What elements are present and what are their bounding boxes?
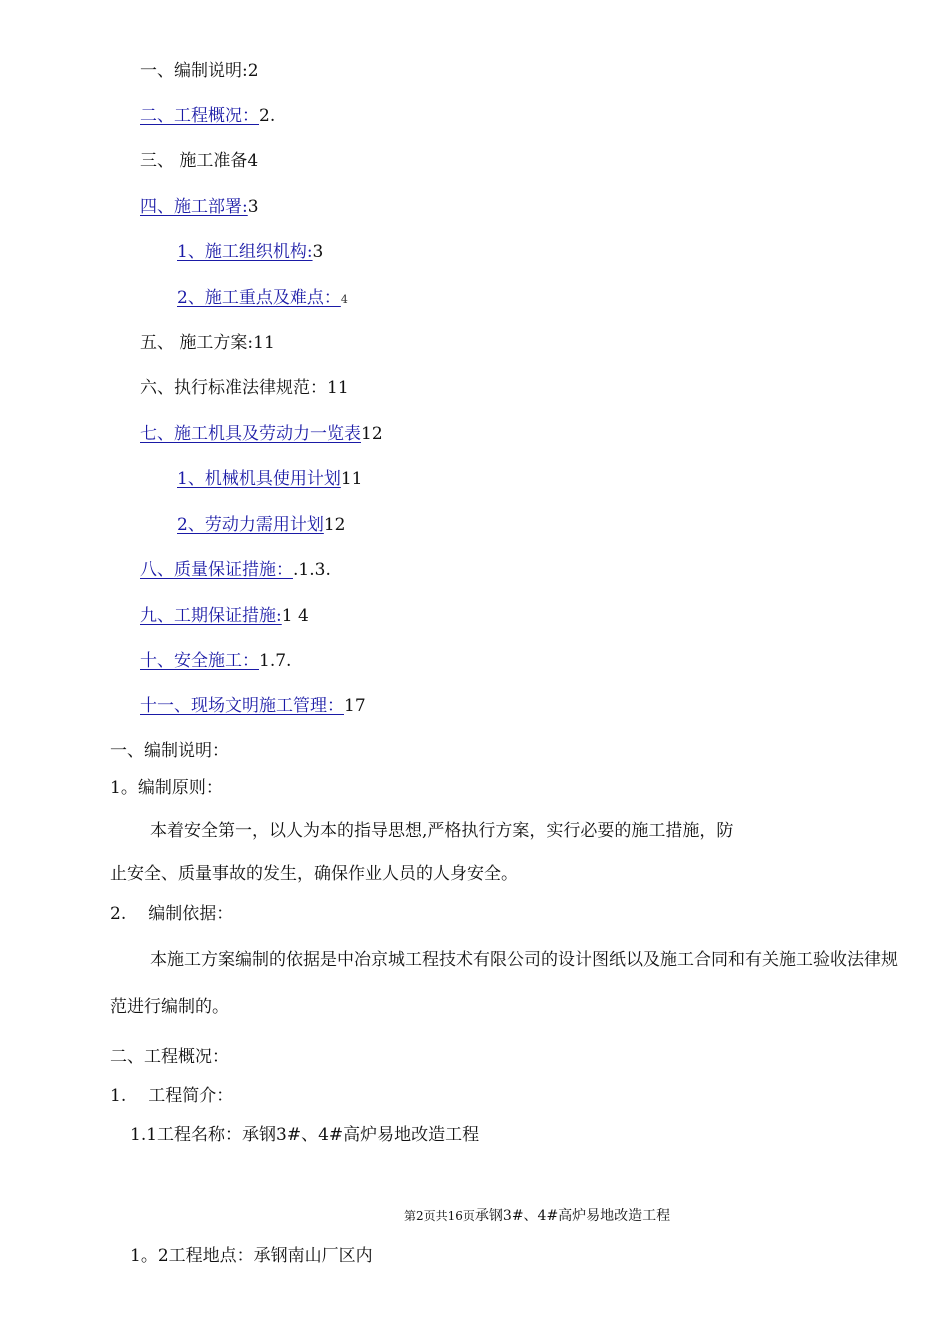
toc-link[interactable]: 1、机械机具使用计划 <box>177 469 341 489</box>
toc-item-9[interactable] <box>140 423 383 445</box>
section-heading-overview: 二、工程概况： <box>110 1047 229 1067</box>
intro-heading-text: 工程简介： <box>148 1086 234 1106</box>
toc-item-14[interactable] <box>140 650 291 672</box>
principle-paragraph-line1: 本着安全第一，以人为本的指导思想,严格执行方案，实行必要的施工措施，防 <box>150 821 734 841</box>
toc-link[interactable]: 七、施工机具及劳动力一览表 <box>140 424 361 444</box>
toc-item-5[interactable] <box>177 241 323 263</box>
toc-page: 3 <box>312 242 324 262</box>
toc-label: 三、 施工准备 <box>140 151 248 171</box>
principle-paragraph-line2: 止安全、质量事故的发生，确保作业人员的人身安全。 <box>110 864 518 884</box>
toc-link[interactable]: 二、工程概况： <box>140 106 259 126</box>
project-name: 1.1工程名称：承钢3#、4#高炉易地改造工程 <box>130 1125 480 1145</box>
basis-heading-number: 2. <box>110 904 127 924</box>
toc-page: 1 4 <box>281 606 309 626</box>
toc-item-12[interactable] <box>140 559 331 581</box>
toc-link[interactable]: 2、劳动力需用计划 <box>177 515 324 535</box>
toc-item-2[interactable] <box>140 105 275 127</box>
toc-page: 17 <box>344 696 366 716</box>
toc-item-3 <box>140 150 258 172</box>
toc-item-10[interactable] <box>177 468 362 490</box>
basis-paragraph-line2: 范进行编制的。 <box>110 997 229 1017</box>
toc-label: 五、 施工方案: <box>140 333 254 353</box>
toc-item-13[interactable] <box>140 605 309 627</box>
toc-link[interactable]: 1、施工组织机构: <box>177 242 313 262</box>
toc-page: 1.7. <box>259 651 292 671</box>
toc-page: .1.3. <box>293 560 331 580</box>
basis-paragraph-line1: 本施工方案编制的依据是中冶京城工程技术有限公司的设计图纸以及施工合同和有关施工验收法律规 <box>150 950 898 970</box>
section-heading-compilation: 一、编制说明： <box>110 741 229 761</box>
toc-link[interactable]: 九、工期保证措施: <box>140 606 282 626</box>
toc-page: 3 <box>247 197 259 217</box>
toc-item-1 <box>140 60 259 82</box>
toc-page: 11 <box>253 333 275 353</box>
toc-item-7 <box>140 332 275 354</box>
toc-link[interactable]: 十、安全施工： <box>140 651 259 671</box>
basis-heading-text: 编制依据： <box>148 904 234 924</box>
toc-link[interactable]: 十一、现场文明施工管理： <box>140 696 344 716</box>
toc-page: 11 <box>340 469 363 489</box>
project-location: 1。2工程地点：承钢南山厂区内 <box>130 1246 373 1266</box>
toc-label: 一、编制说明: <box>140 61 248 81</box>
toc-item-15[interactable] <box>140 695 366 717</box>
toc-page: 4 <box>247 151 259 171</box>
toc-item-11[interactable] <box>177 514 345 536</box>
intro-heading-number: 1. <box>110 1086 127 1106</box>
principle-heading: 1。编制原则： <box>110 778 223 798</box>
intro-heading <box>110 1085 233 1107</box>
toc-page: 12 <box>323 515 346 535</box>
toc-page: 12 <box>361 424 383 444</box>
page-footer <box>404 1207 670 1225</box>
toc-link[interactable]: 2、施工重点及难点： <box>177 288 341 308</box>
footer-project: 承钢3#、4#高炉易地改造工程 <box>474 1208 671 1224</box>
toc-link[interactable]: 四、施工部署: <box>140 197 248 217</box>
basis-heading <box>110 903 233 925</box>
toc-page: 11 <box>327 378 349 398</box>
toc-item-4[interactable] <box>140 196 259 218</box>
toc-label: 六、执行标准法律规范： <box>140 378 327 398</box>
page-info: 第2页共16页 <box>404 1209 475 1223</box>
toc-page: 2. <box>259 106 276 126</box>
toc-item-6[interactable] <box>177 287 348 311</box>
toc-item-8 <box>140 377 349 399</box>
toc-link[interactable]: 八、质量保证措施： <box>140 560 293 580</box>
toc-page: 2 <box>247 61 259 81</box>
toc-page: 4 <box>340 293 348 306</box>
